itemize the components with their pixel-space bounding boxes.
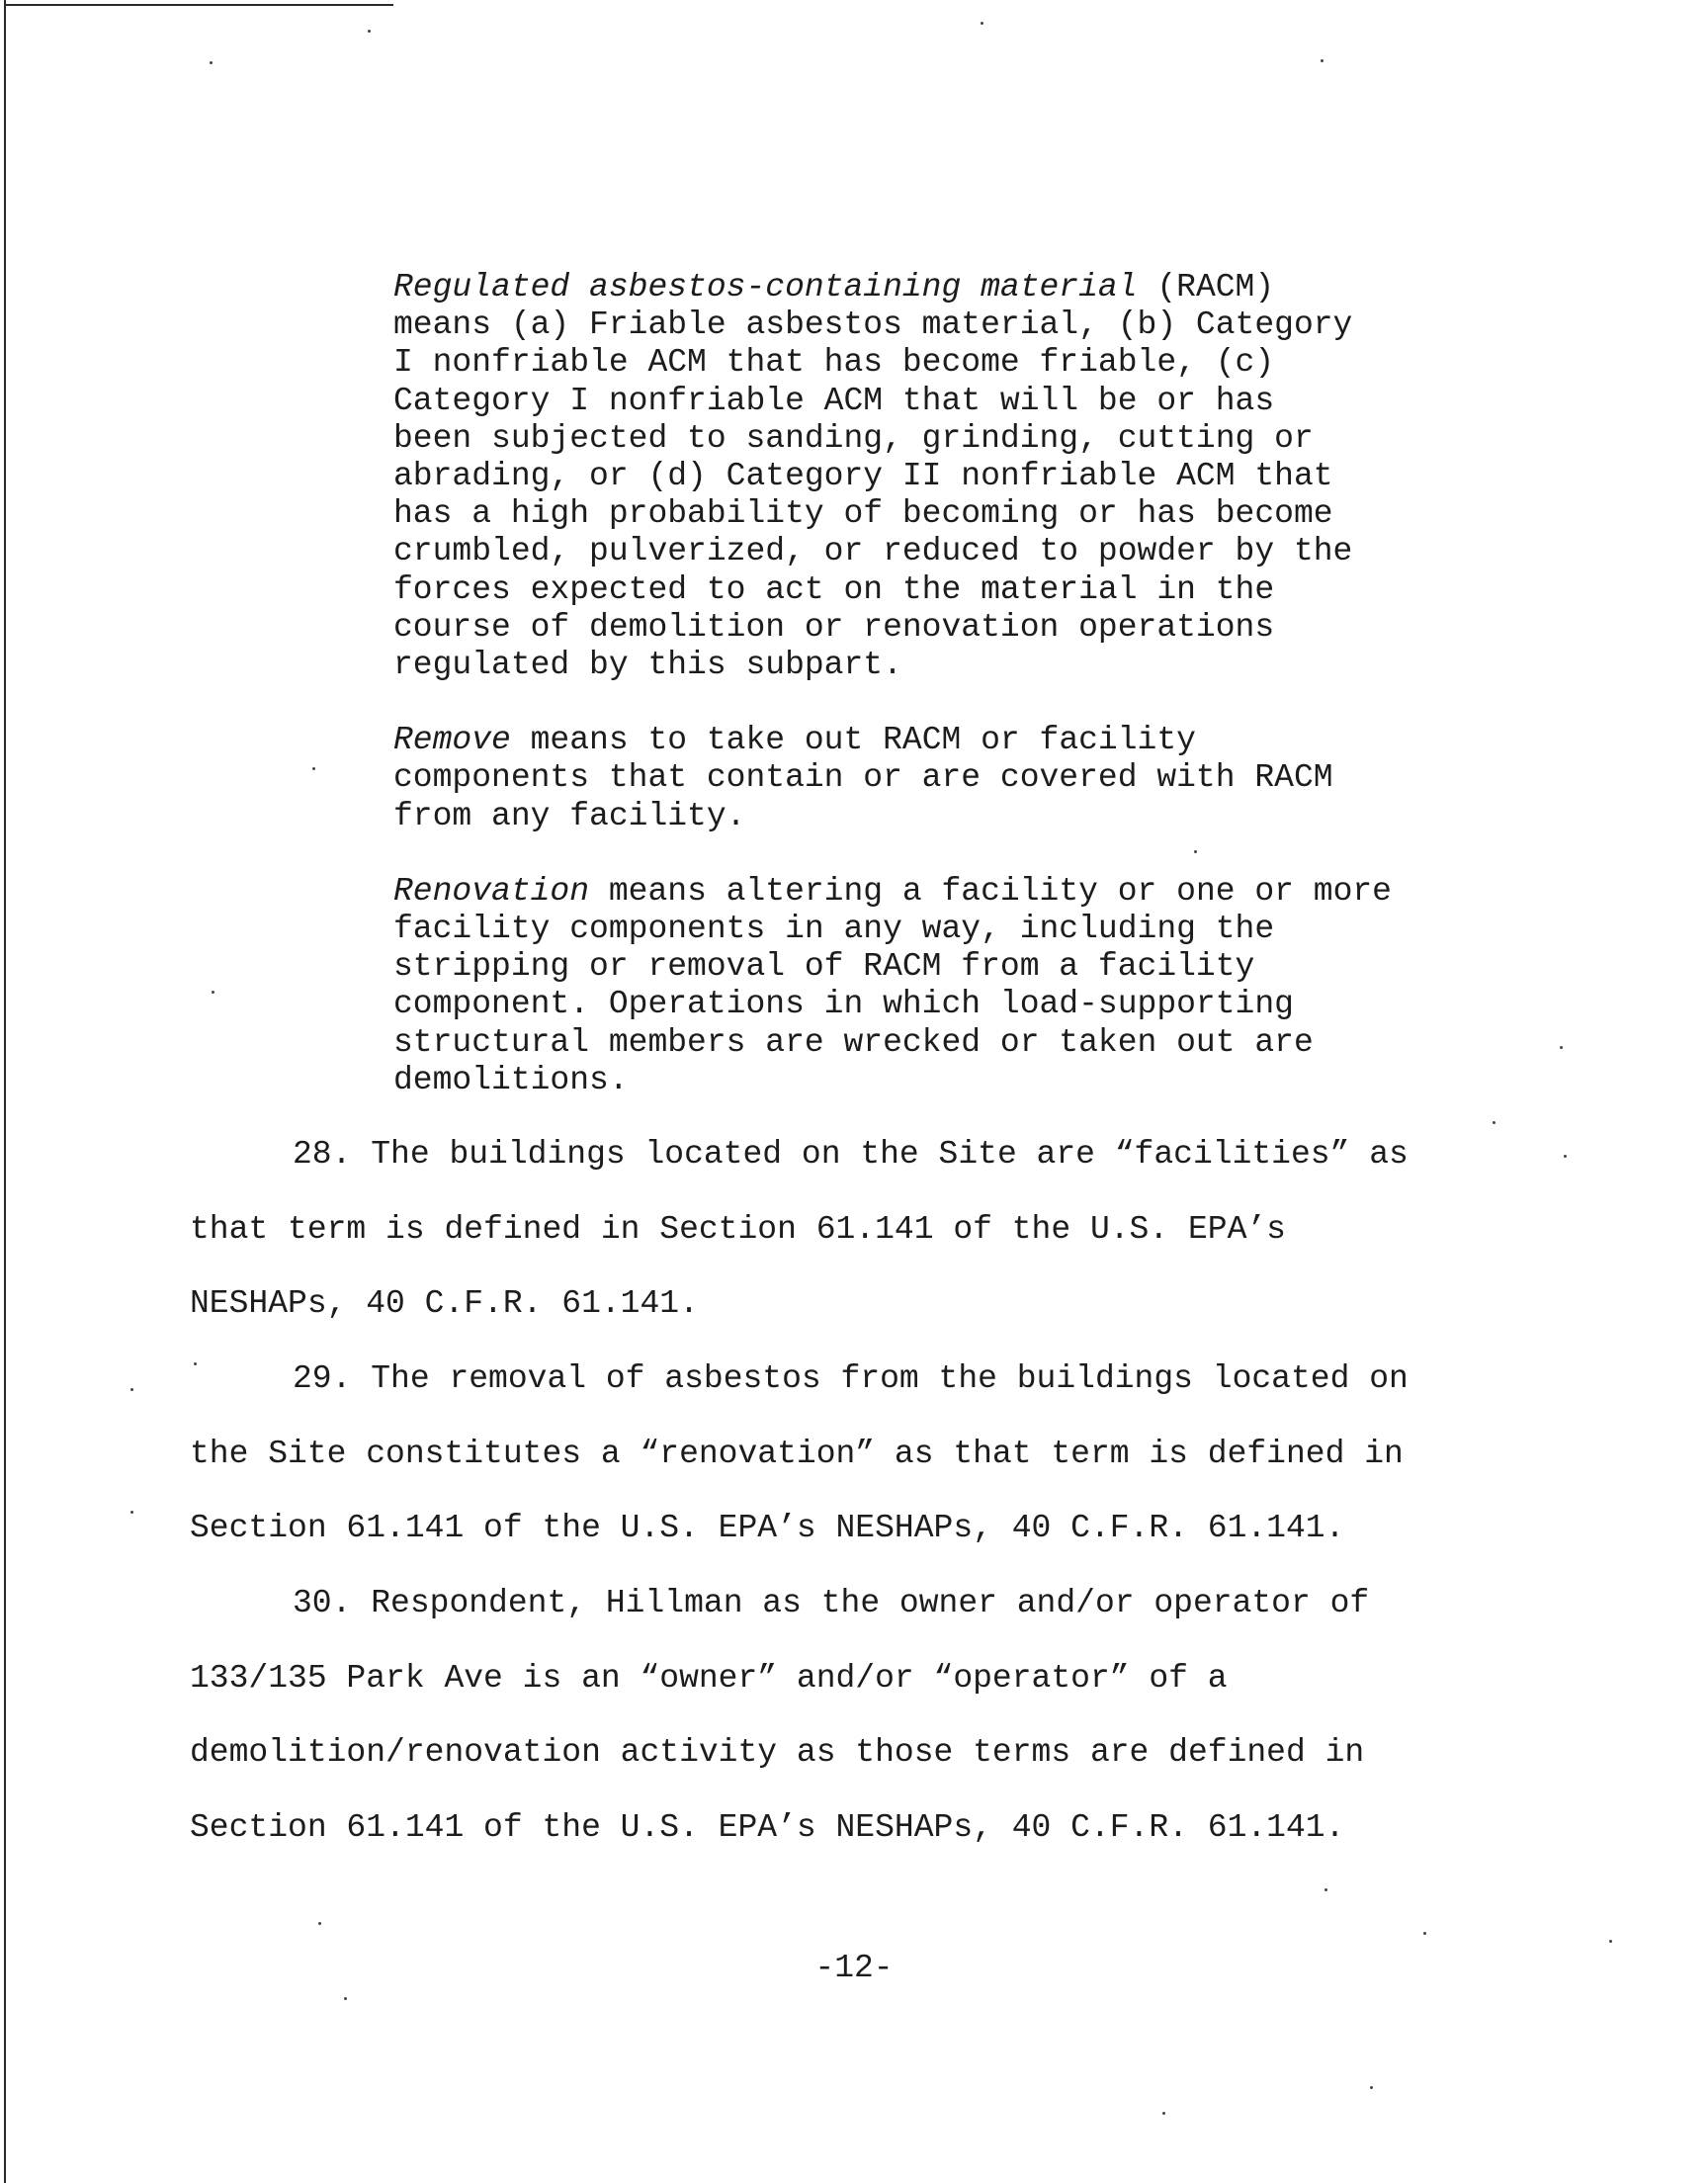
paragraph-text: The buildings located on the Site are “facilities” as [371, 1136, 1409, 1173]
paragraph-29 [190, 1342, 1574, 1566]
paragraph-line [190, 1342, 1574, 1417]
paragraph-28 [190, 1117, 1574, 1342]
definitions-block [393, 269, 1481, 1137]
paragraph-line: Section 61.141 of the U.S. EPA’s NESHAPs, 40 C.F.R. 61.141. [190, 1510, 1345, 1546]
scan-speck [1324, 1888, 1327, 1891]
scan-speck [312, 767, 315, 770]
definition-term: Remove [393, 722, 511, 759]
scan-speck [130, 1388, 133, 1391]
paragraph-line: 133/135 Park Ave is an “owner” and/or “operator” of a [190, 1659, 1228, 1697]
definition-renovation [393, 873, 1481, 1099]
paragraph-30 [190, 1566, 1574, 1865]
scan-speck [1560, 1046, 1563, 1049]
definition-text: means to take out RACM or facility components that contain or are covered with RACM from any facility. [393, 722, 1333, 834]
definition-term: Regulated asbestos-containing material [393, 269, 1138, 306]
paragraph-text: The removal of asbestos from the buildings located on [371, 1360, 1409, 1397]
paragraph-number: 28. [293, 1136, 352, 1173]
paragraph-line: Section 61.141 of the U.S. EPA’s NESHAPs, 40 C.F.R. 61.141. [190, 1808, 1345, 1846]
paragraph-line [190, 1566, 1574, 1641]
paragraph-number: 30. [293, 1585, 352, 1621]
paragraph-text: Respondent, Hillman as the owner and/or operator of [371, 1585, 1370, 1621]
scan-speck [368, 30, 371, 33]
scan-speck [344, 1997, 347, 2000]
definition-text: (RACM) means (a) Friable asbestos material, (b) Category I nonfriable ACM that has become friable, (c) Category I nonfriable ACM that will be or has been subjected to sanding, grinding, cutting or abrading, or (d) Category II nonfriable ACM that has a high probability of becoming or has become crumbled, pulverized, or reduced to powder by the forces expected to act on the material in the course of demolition or renovation operations regulated by this subpart. [393, 269, 1353, 684]
scan-speck [1423, 1932, 1426, 1935]
scan-edge-left [4, 0, 6, 2183]
page-number: -12- [814, 1950, 894, 1986]
paragraph-number: 29. [293, 1360, 352, 1397]
scan-speck [130, 1511, 133, 1514]
scan-speck [212, 991, 214, 994]
paragraph-line: demolition/renovation activity as those terms are defined in [190, 1734, 1365, 1771]
paragraph-line [190, 1117, 1574, 1192]
paragraph-line: NESHAPs, 40 C.F.R. 61.141. [190, 1285, 699, 1322]
scan-speck [1162, 2112, 1165, 2115]
scan-speck [1370, 2086, 1373, 2089]
definition-racm [393, 269, 1481, 684]
definition-remove [393, 722, 1481, 835]
definition-text: means altering a facility or one or more facility components in any way, including the stripping or removal of RACM from a facility component. Operations in which load-supporting structural members are wrecked or taken out are demolitions. [393, 872, 1392, 1098]
paragraph-line: the Site constitutes a “renovation” as that term is defined in [190, 1435, 1404, 1472]
scan-speck [1609, 1940, 1612, 1943]
scan-speck [210, 61, 213, 64]
scan-edge-top [4, 4, 393, 6]
scan-speck [981, 22, 983, 25]
definition-term: Renovation [393, 872, 590, 910]
paragraph-line: that term is defined in Section 61.141 of the U.S. EPA’s [190, 1210, 1286, 1248]
scan-speck [318, 1922, 321, 1925]
scan-speck [1321, 59, 1324, 62]
